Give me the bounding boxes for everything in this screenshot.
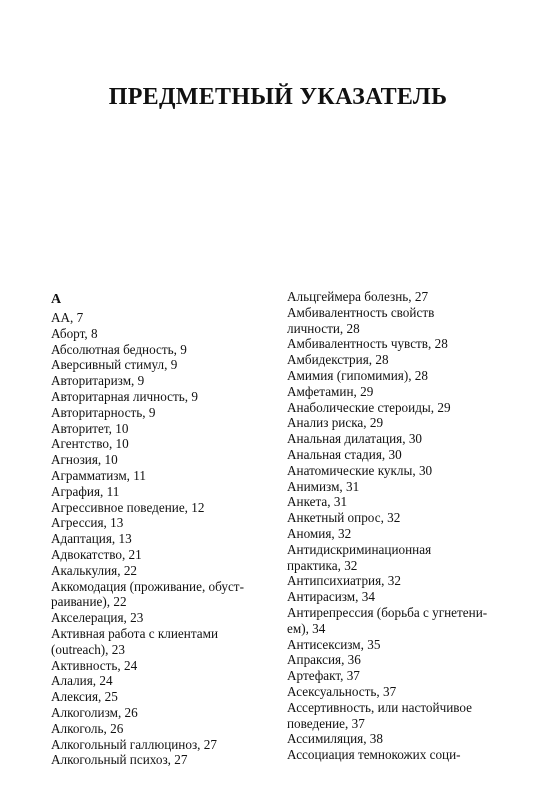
index-entry: Аномия, 32 — [287, 525, 352, 541]
index-entry: Адвокатство, 21 — [51, 546, 142, 562]
index-entry: Антирасизм, 34 — [287, 589, 375, 605]
index-entry: Альцгеймера болезнь, 27 — [287, 289, 429, 304]
index-entry: Амимия (гипомимия), 28 — [287, 367, 428, 383]
index-entry: Ассоциация темнокожих соци- — [287, 747, 461, 763]
index-column-left — [51, 289, 281, 768]
index-entry: практика, 32 — [287, 557, 358, 573]
index-entry: Авторитет, 10 — [51, 420, 129, 436]
index-entry: Алкогольный психоз, 27 — [51, 752, 188, 768]
index-letter-heading: А — [51, 292, 62, 307]
index-entry: Анкета, 31 — [287, 494, 348, 510]
index-entry: Анальная стадия, 30 — [287, 446, 402, 462]
index-entry: раивание), 22 — [51, 594, 127, 610]
index-entry: Антипсихиатрия, 32 — [287, 573, 401, 589]
index-entry: Анатомические куклы, 30 — [287, 462, 433, 478]
index-entry: Анкетный опрос, 32 — [287, 510, 401, 526]
index-entry: Авторитаризм, 9 — [51, 373, 145, 389]
index-entry: Активность, 24 — [51, 657, 138, 673]
index-entry: Антирепрессия (борьба с угнетени- — [287, 604, 488, 620]
index-entry: Анимизм, 31 — [287, 478, 360, 494]
index-entry: Анализ риска, 29 — [287, 415, 384, 431]
index-entry: Ассертивность, или настойчивое — [287, 699, 473, 715]
index-entry: Анальная дилатация, 30 — [287, 431, 423, 447]
index-entry: Акалькулия, 22 — [51, 562, 138, 578]
index-entry: Алалия, 24 — [51, 673, 113, 689]
index-entry: Алкоголизм, 26 — [51, 704, 138, 720]
index-entry: Адаптация, 13 — [51, 531, 132, 547]
index-entry: Авторитарность, 9 — [51, 404, 156, 420]
index-entry: Асексуальность, 37 — [287, 683, 397, 699]
index-entry: АА, 7 — [51, 310, 84, 325]
index-entry: Алкогольный галлюциноз, 27 — [51, 736, 217, 752]
index-entry: Алкоголь, 26 — [51, 720, 124, 736]
index-entry: поведение, 37 — [287, 715, 365, 731]
index-entry: Апраксия, 36 — [287, 652, 361, 668]
index-entry: Амфетамин, 29 — [287, 383, 374, 399]
index-entry: Абсолютная бедность, 9 — [51, 341, 187, 357]
index-entry: Авторитарная личность, 9 — [51, 388, 198, 404]
index-entry: Антисексизм, 35 — [287, 636, 381, 652]
index-entry: Агнозия, 10 — [51, 452, 118, 468]
index-entry: Агрессия, 13 — [51, 515, 124, 531]
index-entry: Аборт, 8 — [51, 325, 98, 341]
index-entry: Активная работа с клиентами — [51, 625, 219, 641]
index-entry: Ассимиляция, 38 — [287, 731, 383, 747]
index-entry: Аграмматизм, 11 — [51, 467, 146, 483]
index-entry: (outreach), 23 — [51, 641, 125, 657]
index-entry: Аверсивный стимул, 9 — [51, 357, 178, 373]
index-entry: Агентство, 10 — [51, 436, 129, 452]
page-title: ПРЕДМЕТНЫЙ УКАЗАТЕЛЬ — [108, 84, 448, 110]
index-entry: Алексия, 25 — [51, 689, 118, 705]
index-entry: Акселерация, 23 — [51, 610, 144, 626]
index-entry: Амбивалентность свойств — [287, 304, 435, 320]
index-entry: Анаболические стероиды, 29 — [287, 399, 451, 415]
index-entry: Амбидекстрия, 28 — [287, 352, 389, 368]
index-entry: ем), 34 — [287, 620, 326, 636]
index-entry: Агрессивное поведение, 12 — [51, 499, 205, 515]
index-entry: Артефакт, 37 — [287, 668, 360, 684]
index-entry: личности, 28 — [287, 320, 360, 336]
index-entry: Амбивалентность чувств, 28 — [287, 336, 448, 352]
index-entry: Аккомодация (проживание, обуст- — [51, 578, 244, 594]
index-entry: Аграфия, 11 — [51, 483, 120, 499]
index-column-right — [287, 289, 517, 763]
index-entry: Антидискриминационная — [287, 541, 432, 557]
